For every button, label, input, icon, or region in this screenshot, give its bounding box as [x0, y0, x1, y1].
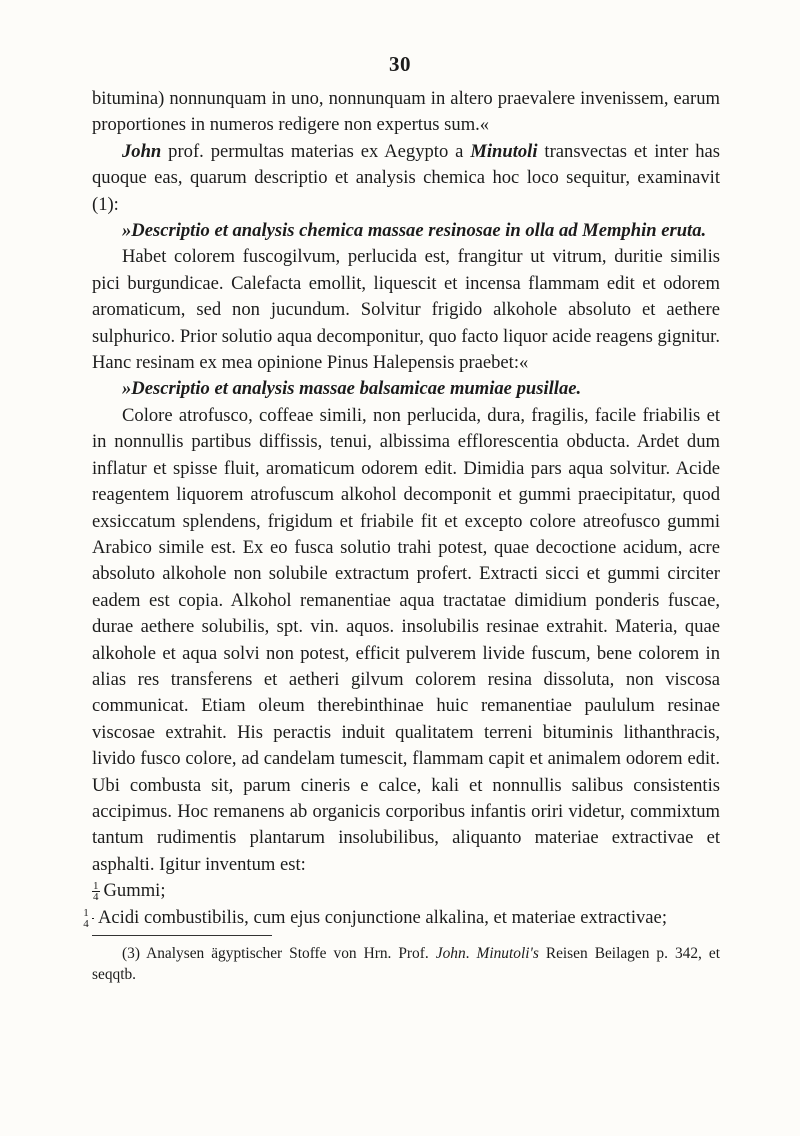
footnote-part: (3) Analysen ägyptischer Stoffe von Hrn. Prof.: [122, 945, 436, 962]
fraction-denominator: 4: [93, 891, 99, 904]
footnote-part: Reisen Beilagen p. 342, et seqqtb.: [92, 945, 720, 983]
paragraph-text: prof. permultas materias ex Aegypto a: [161, 140, 471, 162]
paragraph-john: [92, 139, 720, 218]
list-item: [92, 878, 720, 904]
list-item-text: Acidi combustibilis, cum ejus conjunctione alkalina, et materiae extractivae;: [98, 906, 667, 928]
footnote-author: John: [435, 945, 466, 962]
footnote-divider: [92, 935, 272, 936]
fraction: [92, 881, 100, 902]
fraction-denominator: 4: [83, 917, 89, 930]
author-name: John: [122, 140, 162, 162]
body-text: [83, 86, 720, 931]
section-heading: »Descriptio et analysis chemica massae resinosae in olla ad Memphin eruta.: [122, 220, 707, 242]
footnote-part: .: [465, 945, 477, 962]
list-item-text: Gummi;: [103, 880, 166, 902]
footnote: [92, 943, 720, 985]
paragraph-resin: Habet colorem fuscogilvum, perlucida est, frangitur ut vitrum, duritie similis pici burgundicae. Calefacta emollit, liquescit et incensa flammam edit et odorem aromaticum, sed non jucundum. Solvitur frigido alkohole absoluto et aethere sulphurico. Prior solutio aqua decomponitur, quo facto liquor acide reagens gignitur. Hanc resinam ex mea opinione Pinus Halepensis praebet:«: [92, 246, 720, 374]
section-heading: »Descriptio et analysis massae balsamicae mumiae pusillae.: [122, 378, 582, 400]
fraction: [83, 906, 94, 930]
person-name: Minutoli: [470, 140, 538, 162]
page-number: 30: [389, 52, 411, 76]
paragraph-balsam: Colore atrofusco, coffeae simili, non perlucida, dura, fragilis, facile friabilis et in nonnullis partibus diffissis, tenui, albissima efflorescentia obducta. Ardet dum inflatur et spisse fluit, aromaticum odorem edit. Dimidia pars aqua solvitur. Acide reagentem liquorem atrofuscum alkohol decomponit et gummi praecipitatur, quod exsiccatum splendens, frigidum et friabile fit et excepto colore atreofusco gummi Arabico simile est. Ex eo fusca solutio trahi potest, quae decoctione acidum, acre absoluto alkohole non solubile extractum profert. Extracti sicci et gummi circiter eadem est copia. Alkohol remanentiae aqua tractatae dimidium ponderis fuscae, durae aethere solubilis, spt. vin. aquos. insolubilis resinae extrahit. Materia, quae alkohole et aqua solvi non potest, efficit pulverem livide fuscum, bene colorem in alias res transferens et aetheri gilvum colorem resina dissoluta, non viscosa communicat. Etiam oleum therebinthinae huic remanentiae paululum resinae viscosae extrahit. His peractis induit qualitatem terreni bituminis lithanthracis, livido fusco colore, ad candelam tumescit, flammam capit et animalem odorem edit. Ubi combusta sit, parum cineris e calce, kali et nonnullis salibus consistentis accipimus. Hoc remanens ab organicis corporibus infantis oriri videtur, commixtum tantum rudimentis plantarum insolubilibus, aliquanto materiae extractivae et asphalti. Igitur inventum est:: [92, 404, 720, 875]
paragraph-text: transvectas et inter has quoque eas, quarum descriptio et analysis chemica hoc loco sequitur, examinavit (1):: [92, 140, 720, 215]
paragraph-continuation: bitumina) nonnunquam in uno, nonnunquam in altero praevalere invenissem, earum proportiones in numeros redigere non expertus sum.«: [92, 88, 720, 136]
fraction-numerator: 1: [93, 880, 99, 893]
fraction-numerator: 1: [92, 908, 94, 919]
footnote-text: [92, 943, 720, 985]
list-item: [83, 905, 720, 931]
footnote-person: Minutoli's: [476, 945, 539, 962]
